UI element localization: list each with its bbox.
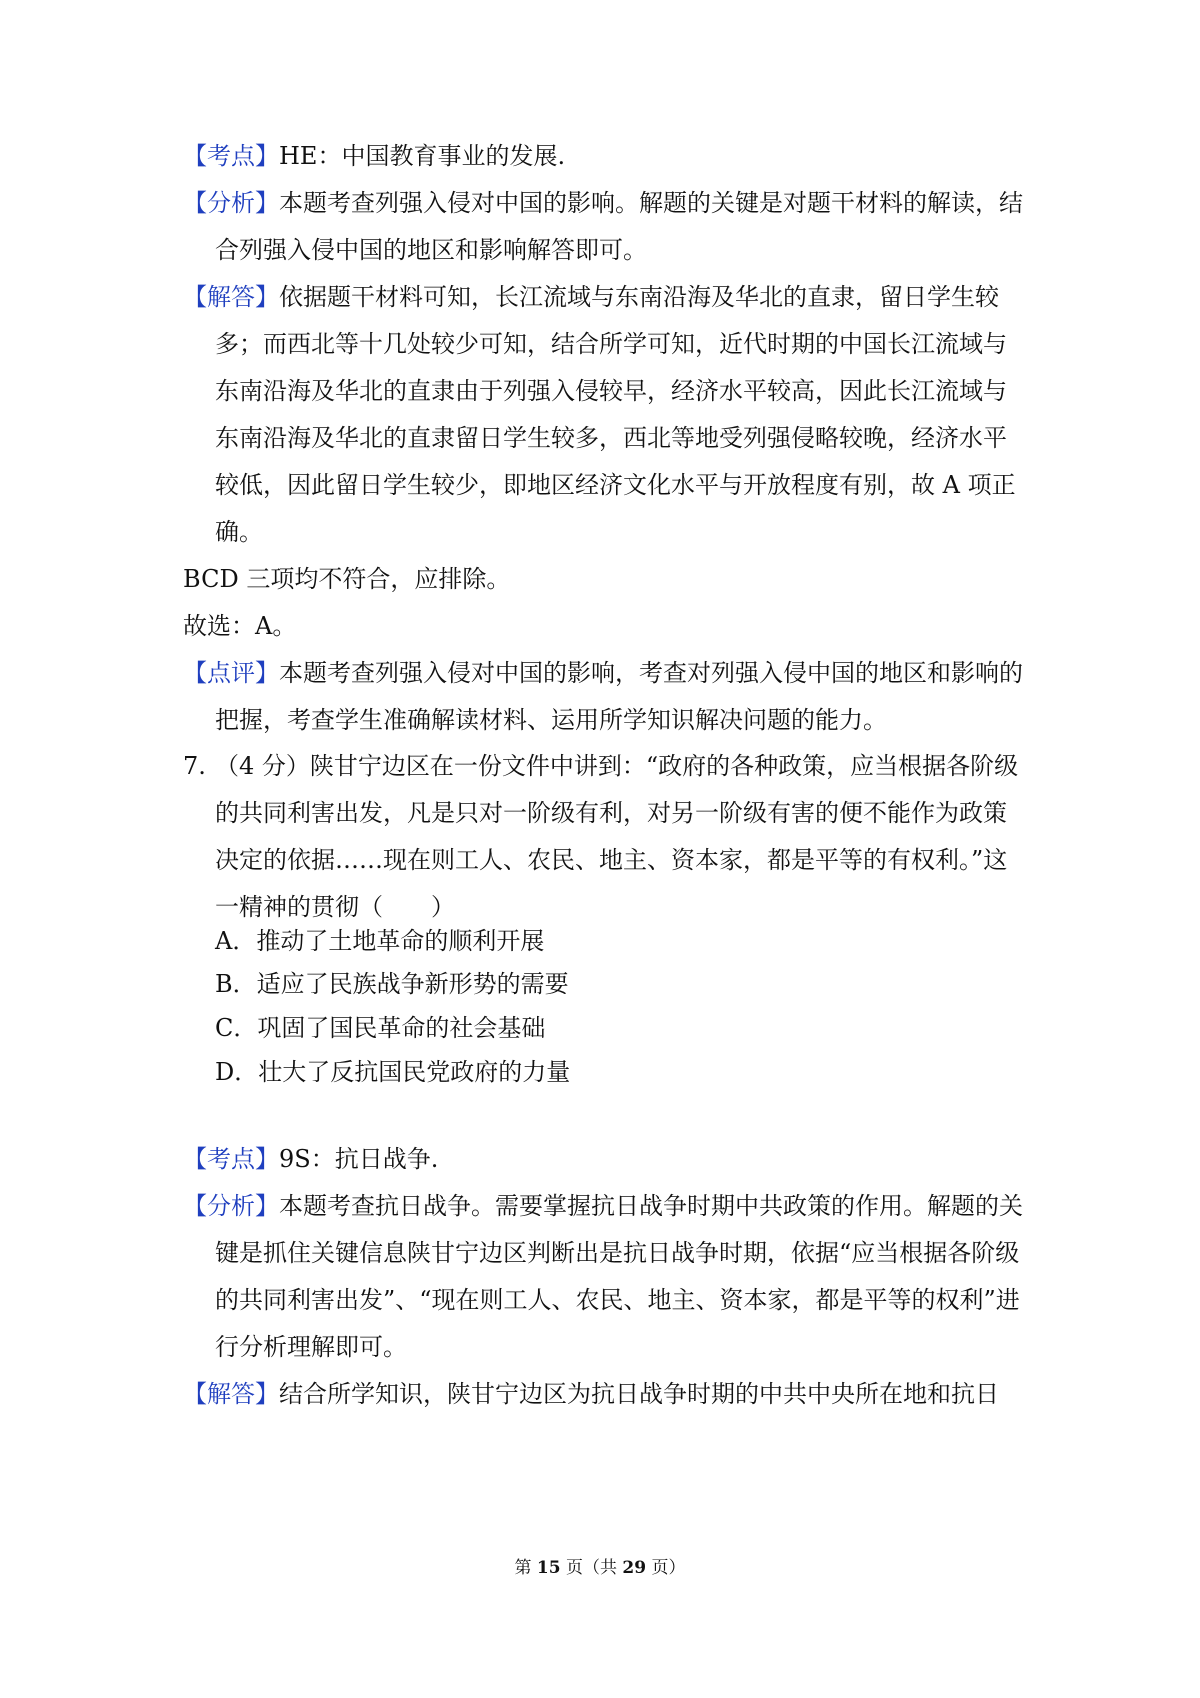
jieda-tag: 【解答】 xyxy=(183,1380,279,1408)
option-c: C．巩固了国民革命的社会基础 xyxy=(215,1014,546,1042)
footer-total-pages: 29 xyxy=(622,1558,647,1578)
footer-prefix: 第 xyxy=(514,1558,537,1578)
answer-section-2 xyxy=(183,1136,1023,1418)
fenxi-tag: 【分析】 xyxy=(183,1192,279,1220)
jieda-text: 结合所学知识，陕甘宁边区为抗日战争时期的中共中央所在地和抗日 xyxy=(279,1380,999,1408)
jieda-paragraph xyxy=(183,274,1023,556)
dianping-text: 本题考查列强入侵对中国的影响，考查对列强入侵中国的地区和影响的把握，考查学生准确解读材料、运用所学知识解决问题的能力。 xyxy=(215,659,1023,734)
question-number: 7. xyxy=(183,752,206,780)
kaodian-tag: 【考点】 xyxy=(183,1145,279,1173)
fenxi-text: 本题考查抗日战争。需要掌握抗日战争时期中共政策的作用。解题的关键是抓住关键信息陕甘宁边区判断出是抗日战争时期，依据“应当根据各阶级的共同利害出发”、“现在则工人、农民、地主、资本家，都是平等的权利”进行分析理解即可。 xyxy=(215,1192,1023,1361)
option-b: B．适应了民族战争新形势的需要 xyxy=(215,970,569,998)
kaodian-line xyxy=(183,1136,1023,1183)
jieda-tag: 【解答】 xyxy=(183,283,279,311)
answer-line: 故选：A。 xyxy=(183,612,297,640)
kaodian-text: HE：中国教育事业的发展. xyxy=(279,142,566,170)
footer-suffix: 页） xyxy=(646,1558,686,1578)
fenxi-paragraph xyxy=(183,1183,1023,1371)
footer-page-number: 15 xyxy=(536,1558,561,1578)
option-d: D．壮大了反抗国民党政府的力量 xyxy=(215,1058,571,1086)
page-footer xyxy=(0,1553,1200,1578)
footer-middle: 页（共 xyxy=(560,1558,623,1578)
fenxi-text: 本题考查列强入侵对中国的影响。解题的关键是对题干材料的解读，结合列强入侵中国的地区和影响解答即可。 xyxy=(215,189,1023,264)
answer-section-1 xyxy=(183,133,1023,744)
kaodian-tag: 【考点】 xyxy=(183,142,279,170)
fenxi-tag: 【分析】 xyxy=(183,189,279,217)
dianping-paragraph xyxy=(183,650,1023,744)
option-a: A．推动了土地革命的顺利开展 xyxy=(215,927,545,955)
kaodian-text: 9S：抗日战争. xyxy=(279,1145,439,1173)
jieda-paragraph xyxy=(183,1371,1023,1418)
jieda-text: 依据题干材料可知，长江流域与东南沿海及华北的直隶，留日学生较多；而西北等十几处较少可知，结合所学可知，近代时期的中国长江流域与东南沿海及华北的直隶由于列强入侵较早，经济水平较高，因此长江流域与东南沿海及华北的直隶留日学生较多，西北等地受列强侵略较晚，经济水平较低，因此留日学生较少，即地区经济文化水平与开放程度有别，故 A 项正确。 xyxy=(215,283,1016,546)
fenxi-paragraph xyxy=(183,180,1023,274)
kaodian-line xyxy=(183,133,1023,180)
dianping-tag: 【点评】 xyxy=(183,659,279,687)
question-stem: （4 分）陕甘宁边区在一份文件中讲到：“政府的各种政策，应当根据各阶级的共同利害出发，凡是只对一阶级有利，对另一阶级有害的便不能作为政策决定的依据……现在则工人、农民、地主、资本家，都是平等的有权利。”这一精神的贯彻（ ） xyxy=(215,752,1019,921)
bcd-line: BCD 三项均不符合，应排除。 xyxy=(183,565,511,593)
